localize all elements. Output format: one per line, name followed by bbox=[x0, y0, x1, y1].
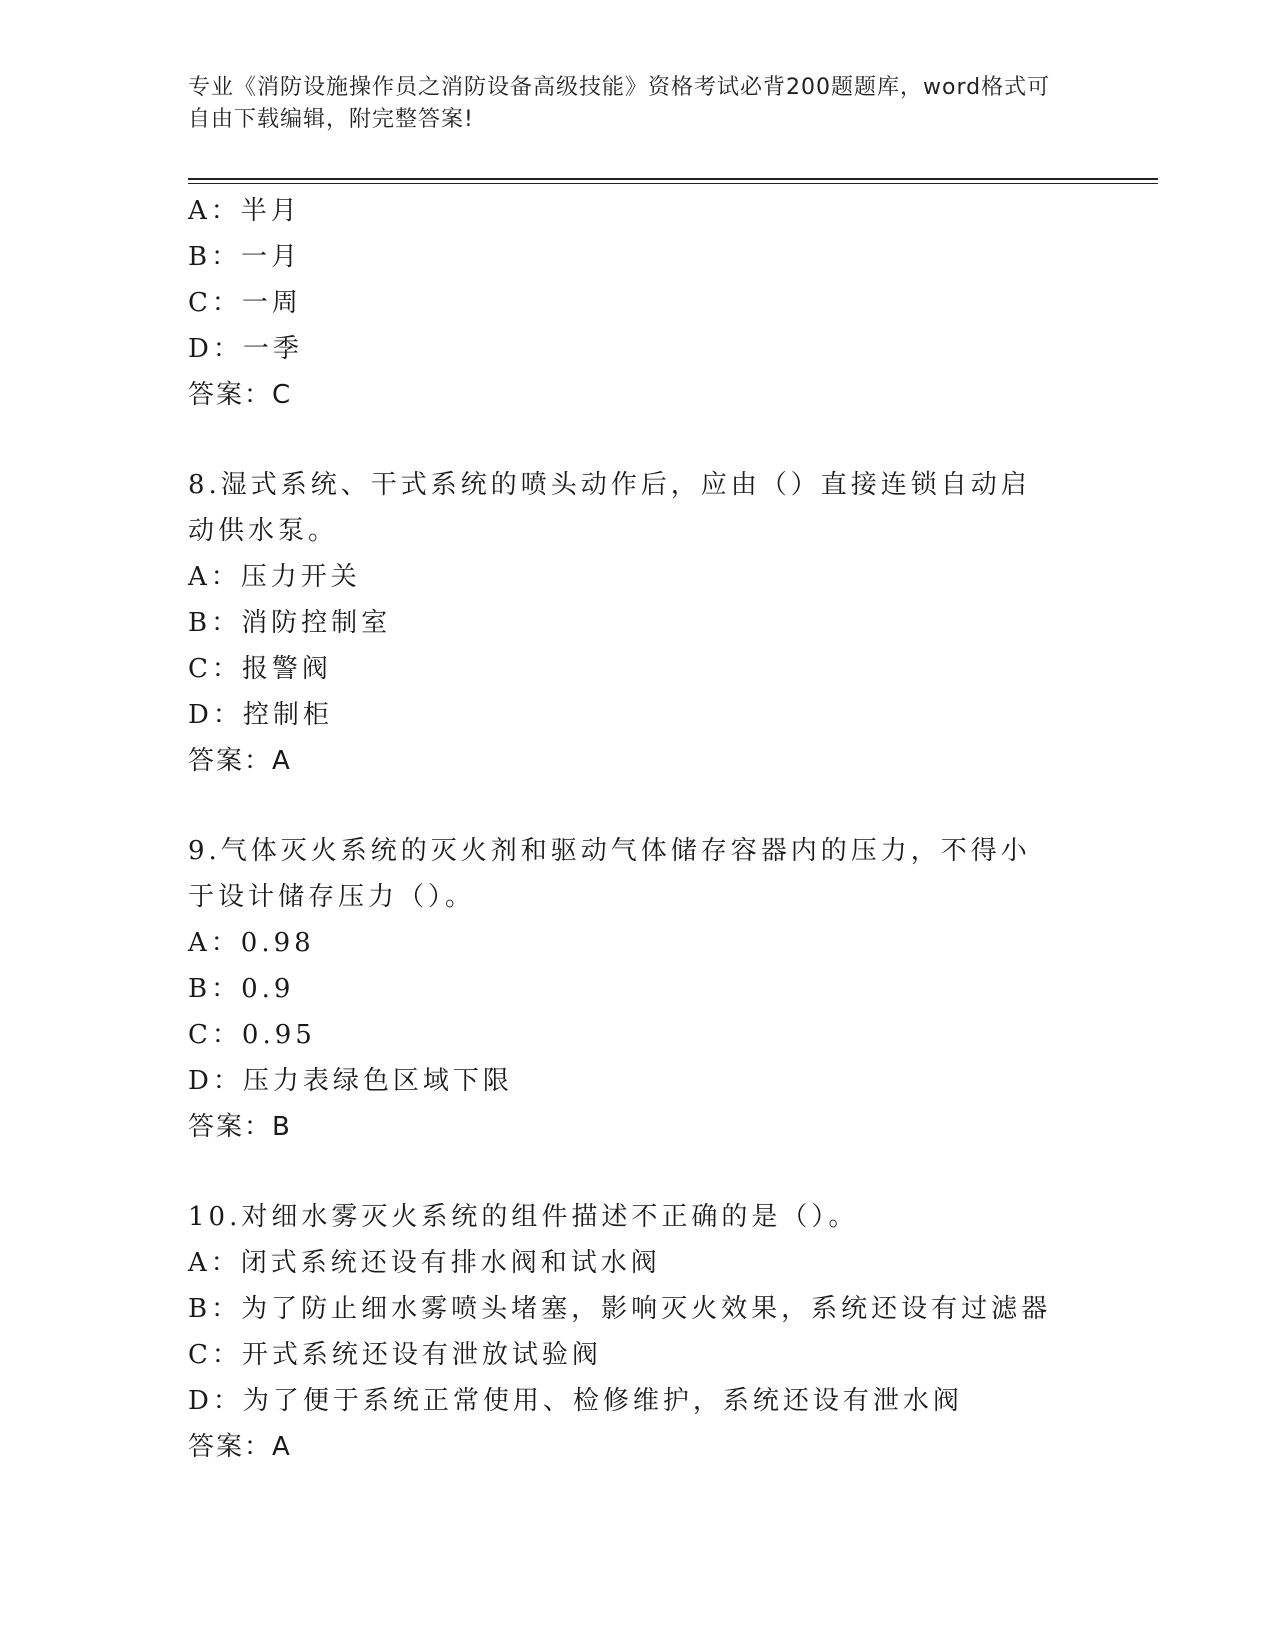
answer-line bbox=[188, 372, 1068, 418]
answer-label: 答案： bbox=[188, 380, 273, 410]
answer-label: 答案： bbox=[188, 1112, 273, 1142]
option-d bbox=[188, 692, 1068, 738]
option-text: 0.98 bbox=[240, 928, 315, 958]
option-label: D： bbox=[188, 334, 243, 364]
option-a bbox=[188, 920, 1068, 966]
option-label: D： bbox=[188, 1386, 243, 1416]
option-label: A： bbox=[188, 1248, 241, 1278]
option-label: C： bbox=[188, 654, 242, 684]
option-text: 消防控制室 bbox=[241, 608, 392, 638]
answer-value: B bbox=[272, 1112, 292, 1142]
question-block-10 bbox=[188, 1194, 1068, 1470]
option-c bbox=[188, 646, 1068, 692]
option-a bbox=[188, 188, 1068, 234]
option-b bbox=[188, 1286, 1068, 1332]
option-text: 控制柜 bbox=[242, 700, 333, 730]
answer-line bbox=[188, 738, 1068, 784]
option-text: 0.9 bbox=[241, 974, 295, 1004]
option-d bbox=[188, 1058, 1068, 1104]
question-title: 10.对细水雾灭火系统的组件描述不正确的是（）。 bbox=[188, 1202, 859, 1232]
option-text: 压力开关 bbox=[240, 562, 361, 592]
question-content bbox=[188, 188, 1068, 1514]
option-label: C： bbox=[188, 1340, 242, 1370]
option-text: 为了防止细水雾喷头堵塞，影响灭火效果，系统还设有过滤器 bbox=[241, 1294, 1052, 1324]
option-text: 开式系统还设有泄放试验阀 bbox=[241, 1340, 602, 1370]
answer-value: A bbox=[272, 746, 292, 776]
option-label: B： bbox=[188, 974, 242, 1004]
option-c bbox=[188, 280, 1068, 326]
option-label: C： bbox=[188, 288, 242, 318]
answer-value: C bbox=[272, 380, 293, 410]
option-text: 闭式系统还设有排水阀和试水阀 bbox=[240, 1248, 661, 1278]
option-label: A： bbox=[188, 562, 241, 592]
question-block-partial bbox=[188, 188, 1068, 418]
option-d bbox=[188, 1378, 1068, 1424]
option-label: B： bbox=[188, 1294, 242, 1324]
header-divider bbox=[188, 178, 1158, 180]
header-divider-thin bbox=[188, 183, 1158, 184]
option-text: 0.95 bbox=[241, 1020, 316, 1050]
option-b bbox=[188, 966, 1068, 1012]
question-title: 9.气体灭火系统的灭火剂和驱动气体储存容器内的压力，不得小于设计储存压力（）。 bbox=[188, 836, 1031, 912]
option-label: C： bbox=[188, 1020, 242, 1050]
option-text: 半月 bbox=[240, 196, 301, 226]
document-header: 专业《消防设施操作员之消防设备高级技能》资格考试必背200题题库，word格式可自由下载编辑，附完整答案! bbox=[188, 75, 1051, 132]
option-label: B： bbox=[188, 608, 242, 638]
option-text: 报警阀 bbox=[241, 654, 332, 684]
option-label: B： bbox=[188, 242, 242, 272]
option-b bbox=[188, 600, 1068, 646]
option-b bbox=[188, 234, 1068, 280]
answer-label: 答案： bbox=[188, 1432, 273, 1462]
option-label: D： bbox=[188, 700, 243, 730]
option-a bbox=[188, 1240, 1068, 1286]
answer-line bbox=[188, 1424, 1068, 1470]
option-text: 为了便于系统正常使用、检修维护，系统还设有泄水阀 bbox=[242, 1386, 963, 1416]
question-title: 8.湿式系统、干式系统的喷头动作后，应由（）直接连锁自动启动供水泵。 bbox=[188, 470, 1031, 546]
option-label: D： bbox=[188, 1066, 243, 1096]
option-text: 一季 bbox=[242, 334, 303, 364]
option-text: 压力表绿色区域下限 bbox=[242, 1066, 513, 1096]
option-text: 一周 bbox=[241, 288, 302, 318]
answer-label: 答案： bbox=[188, 746, 273, 776]
option-d bbox=[188, 326, 1068, 372]
option-label: A： bbox=[188, 928, 241, 958]
option-text: 一月 bbox=[241, 242, 302, 272]
answer-value: A bbox=[272, 1432, 292, 1462]
question-block-9 bbox=[188, 828, 1068, 1150]
option-a bbox=[188, 554, 1068, 600]
option-label: A： bbox=[188, 196, 241, 226]
option-c bbox=[188, 1332, 1068, 1378]
question-block-8 bbox=[188, 462, 1068, 784]
answer-line bbox=[188, 1104, 1068, 1150]
option-c bbox=[188, 1012, 1068, 1058]
